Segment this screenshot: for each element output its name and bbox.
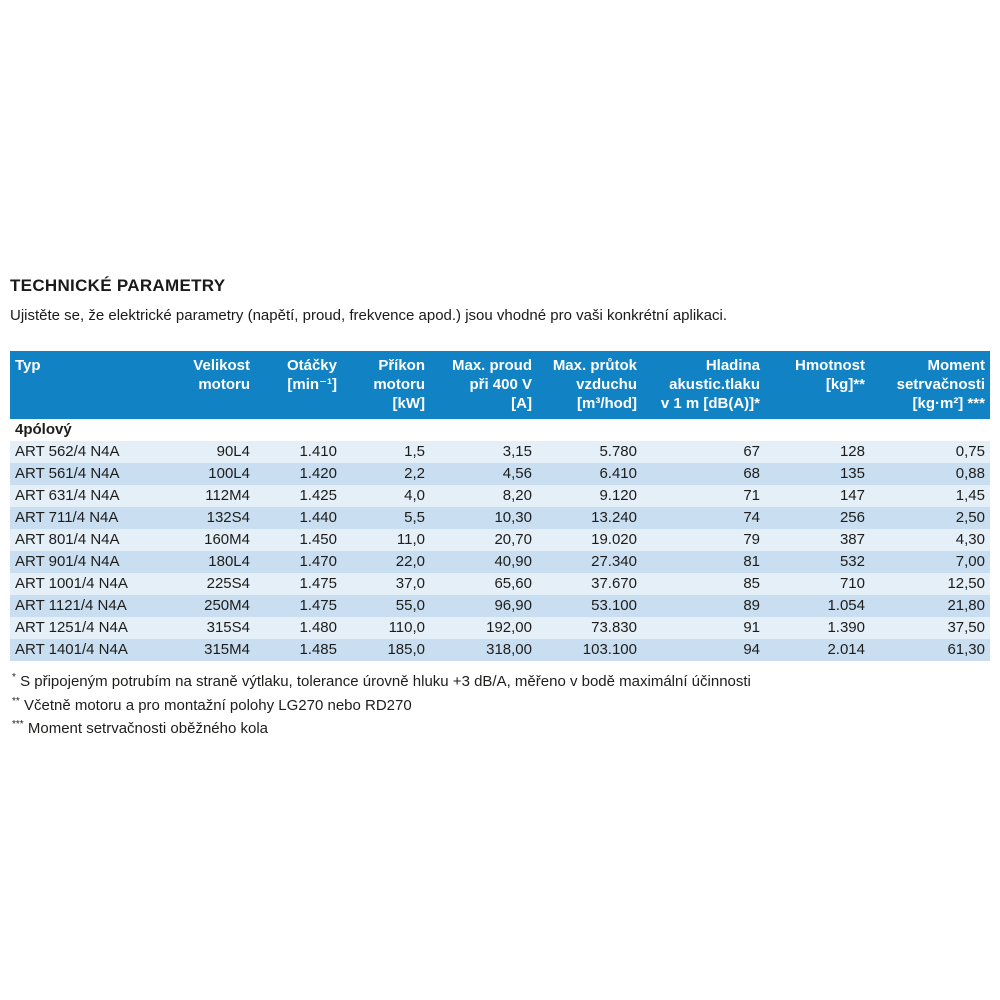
footnote-3 (12, 717, 990, 741)
cell-hladina-tlaku: 71 (743, 487, 760, 504)
cell-max-proud: 4,56 (502, 465, 532, 482)
cell-velikost-motoru: 315S4 (206, 619, 250, 636)
cell-typ: ART 1251/4 N4A (15, 619, 128, 636)
col-header-prikon-motoru (342, 351, 430, 419)
cell-hladina-tlaku: 94 (743, 641, 760, 658)
table-row (10, 507, 990, 529)
cell-prikon-motoru: 2,2 (404, 465, 425, 482)
cell-moment: 37,50 (947, 619, 985, 636)
cell-otacky: 1.450 (299, 531, 337, 548)
cell-hladina-tlaku: 91 (743, 619, 760, 636)
col-header-max-proud (430, 351, 537, 419)
table-body (10, 419, 990, 661)
cell-prikon-motoru: 11,0 (396, 531, 425, 548)
cell-hmotnost: 1.390 (827, 619, 865, 636)
col-header-otacky (255, 351, 342, 419)
cell-max-proud: 10,30 (494, 509, 532, 526)
table-row (10, 617, 990, 639)
cell-moment: 4,30 (955, 531, 985, 548)
header-line: [kW] (392, 395, 425, 412)
cell-prikon-motoru: 4,0 (404, 487, 425, 504)
cell-typ: ART 711/4 N4A (15, 509, 119, 526)
cell-typ: ART 1401/4 N4A (15, 641, 128, 658)
cell-otacky: 1.485 (299, 641, 337, 658)
cell-velikost-motoru: 160M4 (204, 531, 250, 548)
footnote-text: S připojeným potrubím na straně výtlaku, tolerance úrovně hluku +3 dB/A, měřeno v bodě maximální účinnosti (20, 673, 751, 690)
cell-hmotnost: 135 (839, 465, 865, 482)
cell-velikost-motoru: 112M4 (205, 487, 250, 504)
cell-max-prutok: 27.340 (591, 553, 637, 570)
cell-prikon-motoru: 110,0 (388, 619, 425, 636)
cell-hmotnost: 710 (839, 575, 865, 592)
header-line: Velikost (193, 357, 250, 374)
cell-velikost-motoru: 100L4 (208, 465, 250, 482)
cell-hladina-tlaku: 74 (743, 509, 760, 526)
cell-max-prutok: 19.020 (591, 531, 637, 548)
cell-otacky: 1.480 (299, 619, 337, 636)
header-line: při 400 V (469, 376, 532, 393)
header-line: v 1 m [dB(A)]* (660, 395, 760, 412)
header-line: akustic.tlaku (669, 376, 760, 393)
cell-moment: 1,45 (955, 487, 985, 504)
header-line: Hladina (705, 357, 760, 374)
header-line: Max. proud (451, 357, 532, 374)
cell-typ: ART 1121/4 N4A (15, 597, 127, 614)
cell-hmotnost: 128 (839, 443, 865, 460)
cell-hmotnost: 2.014 (827, 641, 865, 658)
cell-velikost-motoru: 132S4 (206, 509, 250, 526)
cell-max-prutok: 6.410 (599, 465, 637, 482)
cell-max-proud: 3,15 (502, 443, 532, 460)
technical-parameters-table (10, 351, 990, 661)
cell-max-prutok: 73.830 (591, 619, 637, 636)
cell-max-prutok: 9.120 (599, 487, 637, 504)
cell-velikost-motoru: 180L4 (208, 553, 250, 570)
cell-prikon-motoru: 185,0 (387, 641, 425, 658)
footnote-text: Moment setrvačnosti oběžného kola (27, 720, 268, 737)
cell-hmotnost: 532 (839, 553, 865, 570)
cell-typ: ART 801/4 N4A (15, 531, 120, 548)
cell-moment: 0,88 (955, 465, 985, 482)
cell-hmotnost: 387 (839, 531, 865, 548)
table-row (10, 485, 990, 507)
cell-max-proud: 96,90 (494, 597, 532, 614)
footnote-2 (12, 694, 990, 718)
cell-prikon-motoru: 22,0 (395, 553, 425, 570)
cell-max-proud: 192,00 (486, 619, 532, 636)
cell-otacky: 1.410 (299, 443, 337, 460)
table-row (10, 529, 990, 551)
header-line: vzduchu (576, 376, 637, 393)
header-line: Max. průtok (552, 357, 637, 374)
cell-typ: ART 562/4 N4A (15, 443, 120, 460)
cell-hmotnost: 1.054 (827, 597, 865, 614)
cell-prikon-motoru: 55,0 (395, 597, 425, 614)
col-header-max-prutok (537, 351, 642, 419)
header-line: [kg·m²] *** (912, 395, 985, 412)
cell-otacky: 1.475 (299, 597, 337, 614)
cell-typ: ART 1001/4 N4A (15, 575, 128, 592)
header-line: [A] (511, 395, 532, 412)
cell-moment: 61,30 (947, 641, 985, 658)
header-line: motoru (373, 376, 425, 393)
section-label: 4pólový (10, 419, 990, 441)
cell-velikost-motoru: 250M4 (204, 597, 250, 614)
header-line: [min⁻¹] (287, 376, 337, 393)
cell-hmotnost: 256 (839, 509, 865, 526)
header-line: [kg]** (825, 376, 865, 393)
cell-max-proud: 8,20 (502, 487, 532, 504)
cell-hladina-tlaku: 81 (743, 553, 760, 570)
footnote-marker: *** (12, 719, 24, 730)
cell-moment: 12,50 (947, 575, 985, 592)
table-row (10, 463, 990, 485)
cell-hladina-tlaku: 67 (743, 443, 760, 460)
cell-max-prutok: 53.100 (591, 597, 637, 614)
cell-typ: ART 631/4 N4A (15, 487, 120, 504)
col-header-velikost-motoru (165, 351, 255, 419)
header-line: Moment (927, 357, 985, 374)
col-header-hladina-tlaku (642, 351, 765, 419)
cell-max-proud: 318,00 (486, 641, 532, 658)
cell-velikost-motoru: 225S4 (206, 575, 250, 592)
table-row (10, 551, 990, 573)
cell-moment: 7,00 (955, 553, 985, 570)
col-header-typ (10, 351, 165, 419)
cell-moment: 2,50 (955, 509, 985, 526)
cell-hladina-tlaku: 68 (743, 465, 760, 482)
table-row (10, 441, 990, 463)
cell-moment: 0,75 (955, 443, 985, 460)
footnote-1 (12, 670, 990, 694)
cell-otacky: 1.475 (299, 575, 337, 592)
cell-max-prutok: 13.240 (591, 509, 637, 526)
cell-max-proud: 20,70 (494, 531, 532, 548)
cell-typ: ART 561/4 N4A (15, 465, 120, 482)
cell-max-prutok: 37.670 (591, 575, 637, 592)
header-line: [m³/hod] (577, 395, 637, 412)
section-row (10, 419, 990, 441)
footnote-text: Včetně motoru a pro montažní polohy LG270 nebo RD270 (23, 696, 412, 714)
table-row (10, 573, 990, 595)
cell-hladina-tlaku: 85 (743, 575, 760, 592)
header-line: Příkon (378, 357, 425, 374)
table-header (10, 351, 990, 419)
cell-max-prutok: 5.780 (599, 443, 637, 460)
cell-typ: ART 901/4 N4A (15, 553, 120, 570)
cell-otacky: 1.420 (299, 465, 337, 482)
header-row (10, 351, 990, 419)
table-row (10, 639, 990, 661)
header-line: setrvačnosti (896, 376, 985, 393)
header-line: Otáčky (286, 357, 337, 374)
cell-hladina-tlaku: 89 (743, 597, 760, 614)
cell-prikon-motoru: 37,0 (395, 575, 425, 592)
cell-moment: 21,80 (947, 597, 985, 614)
cell-prikon-motoru: 1,5 (404, 443, 425, 460)
col-header-hmotnost (765, 351, 870, 419)
cell-max-proud: 40,90 (494, 553, 532, 570)
cell-velikost-motoru: 90L4 (216, 443, 250, 460)
cell-max-prutok: 103.100 (582, 641, 637, 658)
footnotes (10, 670, 990, 741)
cell-prikon-motoru: 5,5 (404, 509, 425, 526)
cell-hmotnost: 147 (839, 487, 865, 504)
cell-otacky: 1.470 (299, 553, 337, 570)
header-line: motoru (198, 376, 250, 393)
header-line: Typ (15, 357, 41, 374)
cell-otacky: 1.440 (299, 509, 337, 526)
header-line: Hmotnost (795, 357, 865, 374)
footnote-marker: ** (12, 695, 20, 707)
cell-otacky: 1.425 (299, 487, 337, 504)
table-row (10, 595, 990, 617)
col-header-moment (870, 351, 990, 419)
cell-max-proud: 65,60 (494, 575, 532, 592)
page-subtitle: Ujistěte se, že elektrické parametry (napětí, proud, frekvence apod.) jsou vhodné pro vaši konkrétní aplikaci. (10, 307, 728, 324)
cell-velikost-motoru: 315M4 (204, 641, 250, 658)
page-title: TECHNICKÉ PARAMETRY (10, 276, 226, 295)
cell-hladina-tlaku: 79 (743, 531, 760, 548)
footnote-marker: * (12, 672, 16, 683)
